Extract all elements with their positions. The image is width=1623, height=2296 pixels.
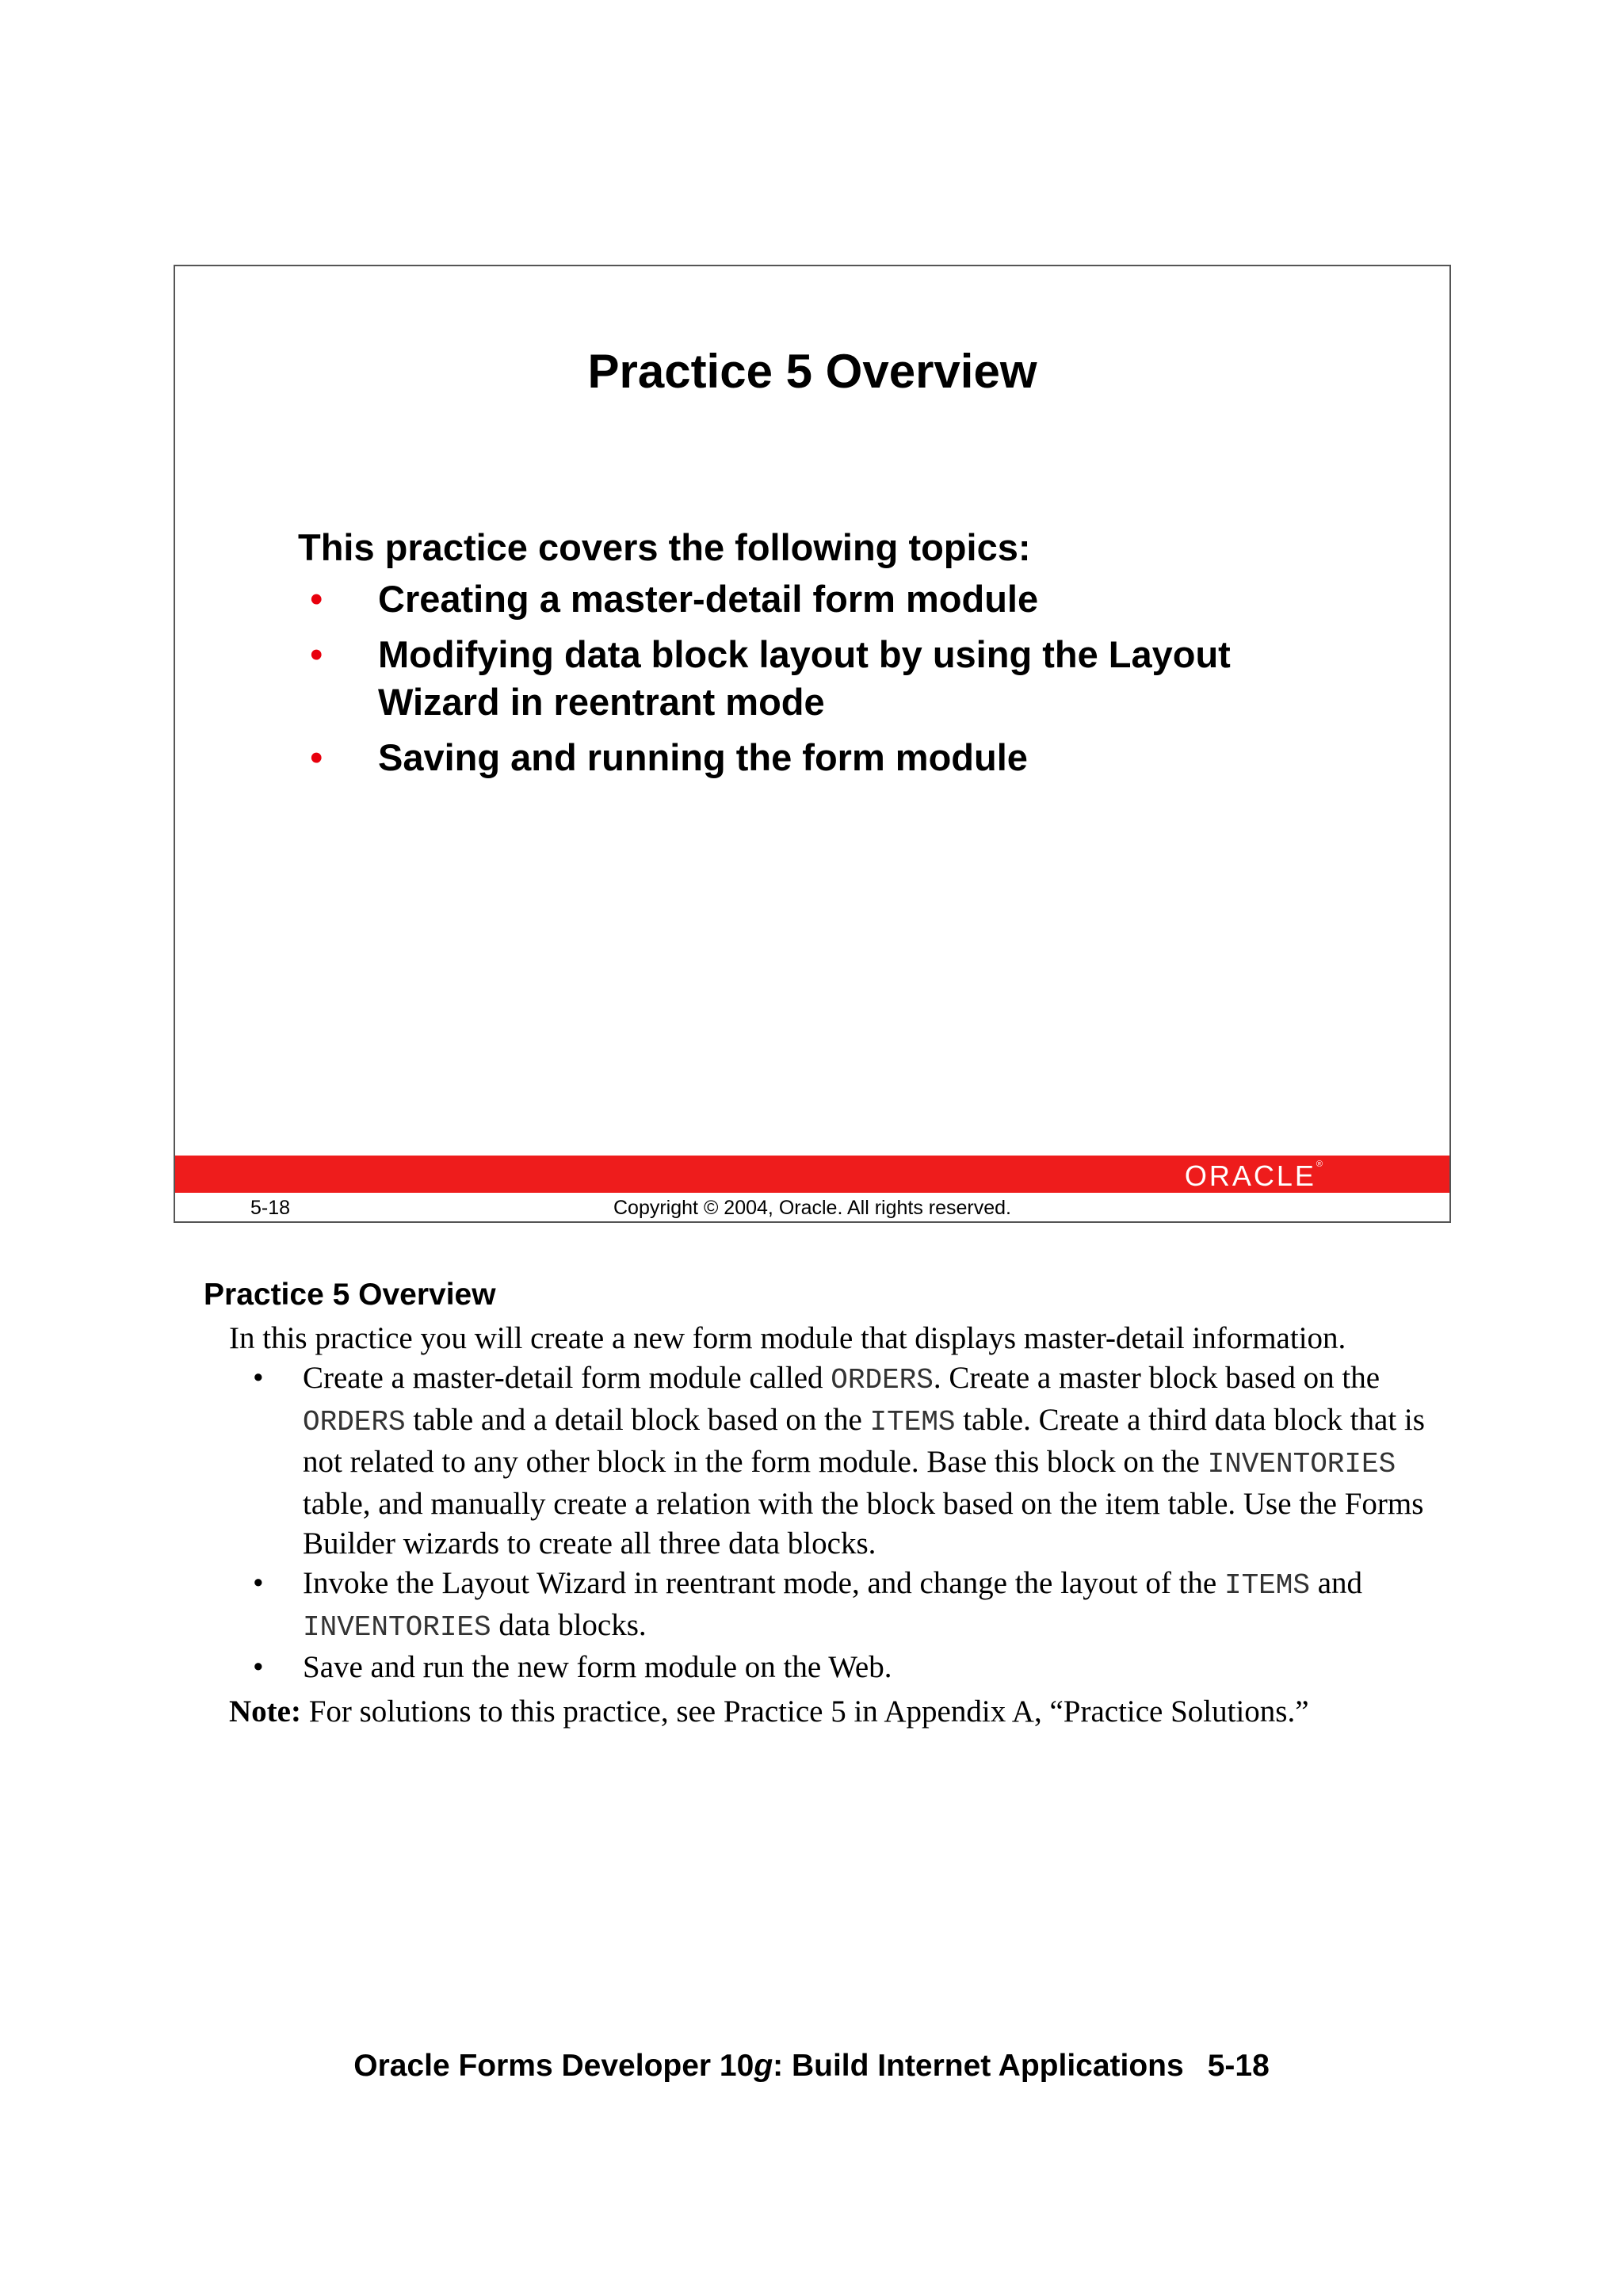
slide-footer (175, 1194, 1449, 1223)
slide-number: 5-18 (250, 1197, 291, 1219)
notes-text: table. Create a third data block that is not related to any other block in the form module. Base this block on the (303, 1403, 1425, 1479)
bullet-icon: • (253, 1361, 264, 1395)
code-term: INVENTORIES (303, 1611, 491, 1644)
notes-intro: In this practice you will create a new form module that displays master-detail information. (229, 1321, 1346, 1355)
oracle-logo (1185, 1159, 1323, 1193)
notes-text: . Create a master block based on the (933, 1361, 1381, 1395)
slide-body (298, 520, 1328, 789)
slide-topic-item (298, 631, 1328, 726)
bullet-icon: • (310, 633, 323, 675)
bullet-icon: • (253, 1650, 264, 1684)
note-text: For solutions to this practice, see Practice 5 in Appendix A, “Practice Solutions.” (300, 1694, 1309, 1729)
slide-frame (174, 265, 1451, 1223)
notes-list-item (229, 1648, 1465, 1687)
note-label: Note: (229, 1694, 301, 1729)
notes-list-item (229, 1564, 1465, 1648)
notes-text: Invoke the Layout Wizard in reentrant mode, and change the layout of the (303, 1566, 1224, 1600)
notes-text: table and a detail block based on the (405, 1403, 870, 1437)
footer-title-rest: : Build Internet Applications (773, 2049, 1184, 2083)
notes-heading: Practice 5 Overview (204, 1278, 496, 1312)
trademark-mark: ® (1316, 1159, 1323, 1169)
code-term: ITEMS (869, 1406, 956, 1438)
notes-text: data blocks. (491, 1608, 647, 1642)
code-term: INVENTORIES (1207, 1448, 1396, 1480)
slide-topic-text: Creating a master-detail form module (378, 578, 1039, 620)
footer-title-italic: g (754, 2049, 773, 2083)
bullet-icon: • (310, 736, 323, 778)
notes-list (229, 1358, 1465, 1687)
slide-topic-item (298, 734, 1328, 781)
notes-text: table, and manually create a relation with the block based on the item table. Use the Forms Builder wizards to create all three data blocks. (303, 1487, 1424, 1561)
oracle-banner (175, 1156, 1449, 1193)
notes-text: Save and run the new form module on the Web. (303, 1650, 892, 1684)
page-footer (0, 2049, 1623, 2084)
bullet-icon: • (253, 1566, 264, 1600)
notes-body (229, 1319, 1465, 1732)
page-number: 5-18 (1207, 2049, 1270, 2083)
slide-topic-text: Saving and running the form module (378, 736, 1028, 778)
slide-intro: This practice covers the following topics: (298, 526, 1031, 568)
oracle-logo-text: ORACLE (1184, 1159, 1316, 1192)
bullet-icon: • (310, 578, 323, 620)
code-term: ORDERS (303, 1406, 406, 1438)
copyright-text: Copyright © 2004, Oracle. All rights reserved. (613, 1197, 1011, 1219)
slide-topic-list (298, 575, 1328, 781)
notes-text: and (1310, 1566, 1363, 1600)
code-term: ORDERS (831, 1364, 934, 1396)
notes-text: Create a master-detail form module called (303, 1361, 831, 1395)
slide-topic-text: Modifying data block layout by using the Layout Wizard in reentrant mode (378, 633, 1231, 723)
slide-topic-item (298, 575, 1328, 623)
slide-title: Practice 5 Overview (587, 345, 1037, 398)
code-term: ITEMS (1224, 1569, 1310, 1602)
note-line (229, 1692, 1465, 1732)
footer-title: Oracle Forms Developer 10 (353, 2049, 754, 2083)
notes-list-item (229, 1358, 1465, 1564)
